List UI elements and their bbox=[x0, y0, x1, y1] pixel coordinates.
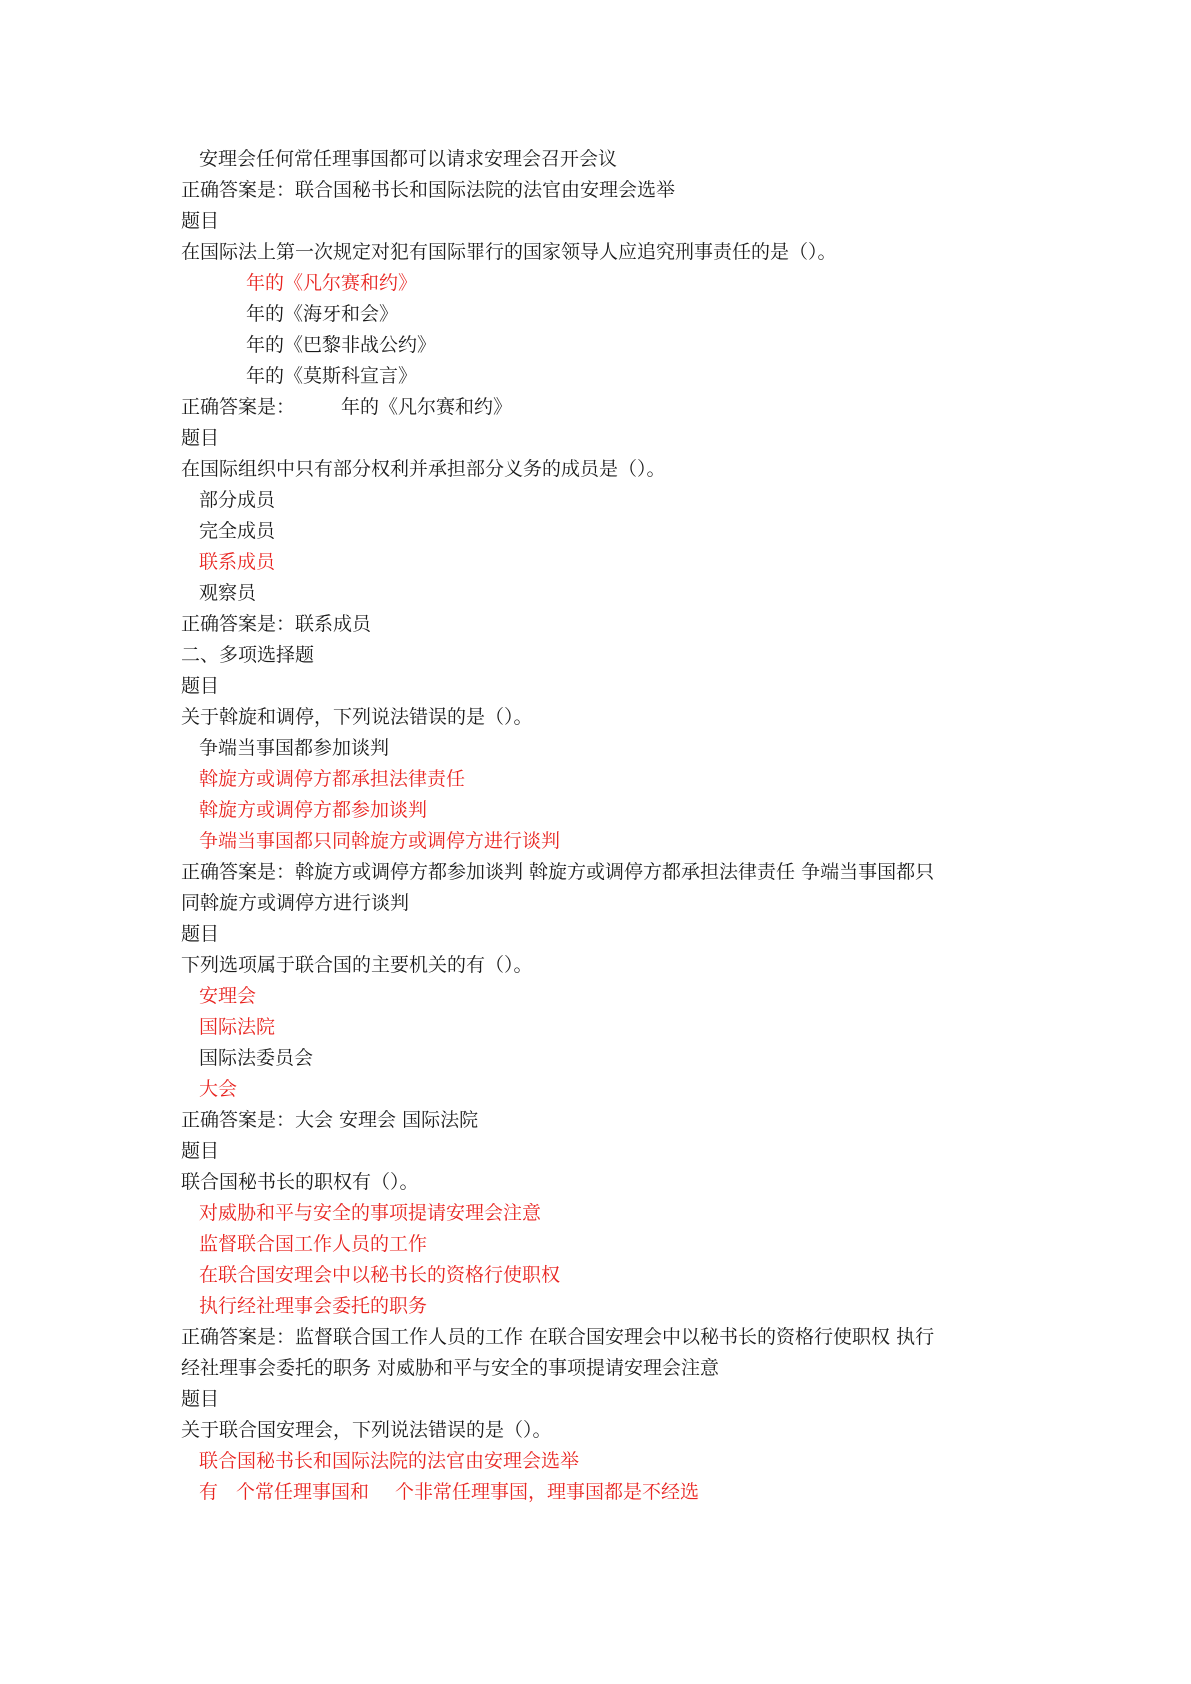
option-fragment: 有 bbox=[199, 1481, 219, 1503]
option-text: 争端当事国都参加谈判 bbox=[199, 737, 390, 759]
question-heading: 题目 bbox=[181, 210, 220, 232]
correct-answer: 正确答案是：监督联合国工作人员的工作 在联合国安理会中以秘书长的资格行使职权 执行 bbox=[181, 1326, 935, 1348]
option-text-selected: 斡旋方或调停方都承担法律责任 bbox=[199, 768, 466, 790]
question-text: 关于斡旋和调停，下列说法错误的是（）。 bbox=[181, 706, 533, 728]
option-text-selected: 国际法院 bbox=[199, 1016, 276, 1038]
option-text-selected: 大会 bbox=[199, 1078, 238, 1100]
question-text: 联合国秘书长的职权有（）。 bbox=[181, 1171, 419, 1193]
option-text-selected: 年的《凡尔赛和约》 bbox=[246, 272, 418, 294]
question-heading: 题目 bbox=[181, 427, 220, 449]
option-text: 年的《巴黎非战公约》 bbox=[246, 334, 437, 356]
question-heading: 题目 bbox=[181, 923, 220, 945]
option-fragment: 个非常任理事国，理事国都是不经选 bbox=[395, 1481, 700, 1503]
option-text: 年的《海牙和会》 bbox=[246, 303, 399, 325]
option-text: 国际法委员会 bbox=[199, 1047, 314, 1069]
section-heading: 二、多项选择题 bbox=[181, 644, 315, 666]
correct-answer: 正确答案是：斡旋方或调停方都参加谈判 斡旋方或调停方都承担法律责任 争端当事国都只 bbox=[181, 861, 935, 883]
question-heading: 题目 bbox=[181, 1140, 220, 1162]
option-text-selected: 对威胁和平与安全的事项提请安理会注意 bbox=[199, 1202, 542, 1224]
option-text-selected: 监督联合国工作人员的工作 bbox=[199, 1233, 428, 1255]
option-text-selected: 争端当事国都只同斡旋方或调停方进行谈判 bbox=[199, 830, 561, 852]
correct-answer-value: 年的《凡尔赛和约》 bbox=[341, 396, 513, 418]
option-text-selected: 执行经社理事会委托的职务 bbox=[199, 1295, 428, 1317]
option-text: 安理会任何常任理事国都可以请求安理会召开会议 bbox=[199, 148, 618, 170]
option-text: 部分成员 bbox=[199, 489, 276, 511]
correct-answer-continued: 经社理事会委托的职务 对威胁和平与安全的事项提请安理会注意 bbox=[181, 1357, 720, 1379]
option-text: 完全成员 bbox=[199, 520, 276, 542]
option-text-selected: 联合国秘书长和国际法院的法官由安理会选举 bbox=[199, 1450, 580, 1472]
question-text: 下列选项属于联合国的主要机关的有（）。 bbox=[181, 954, 533, 976]
option-text-selected: 安理会 bbox=[199, 985, 257, 1007]
option-text-selected: 斡旋方或调停方都参加谈判 bbox=[199, 799, 428, 821]
question-text: 在国际组织中只有部分权利并承担部分义务的成员是（）。 bbox=[181, 458, 666, 480]
option-text-selected: 联系成员 bbox=[199, 551, 276, 573]
correct-answer: 正确答案是：联系成员 bbox=[181, 613, 372, 635]
question-heading: 题目 bbox=[181, 1388, 220, 1410]
option-text-selected bbox=[199, 1479, 699, 1505]
option-fragment: 个常任理事国和 bbox=[236, 1481, 370, 1503]
option-text-selected: 在联合国安理会中以秘书长的资格行使职权 bbox=[199, 1264, 561, 1286]
option-text: 观察员 bbox=[199, 582, 257, 604]
option-text: 年的《莫斯科宣言》 bbox=[246, 365, 418, 387]
correct-answer: 正确答案是：大会 安理会 国际法院 bbox=[181, 1109, 479, 1131]
correct-answer: 正确答案是：联合国秘书长和国际法院的法官由安理会选举 bbox=[181, 179, 676, 201]
question-text: 在国际法上第一次规定对犯有国际罪行的国家领导人应追究刑事责任的是（）。 bbox=[181, 241, 837, 263]
correct-answer bbox=[181, 394, 512, 420]
question-heading: 题目 bbox=[181, 675, 220, 697]
correct-answer-label: 正确答案是： bbox=[181, 396, 296, 418]
correct-answer-continued: 同斡旋方或调停方进行谈判 bbox=[181, 892, 410, 914]
question-text: 关于联合国安理会，下列说法错误的是（）。 bbox=[181, 1419, 552, 1441]
